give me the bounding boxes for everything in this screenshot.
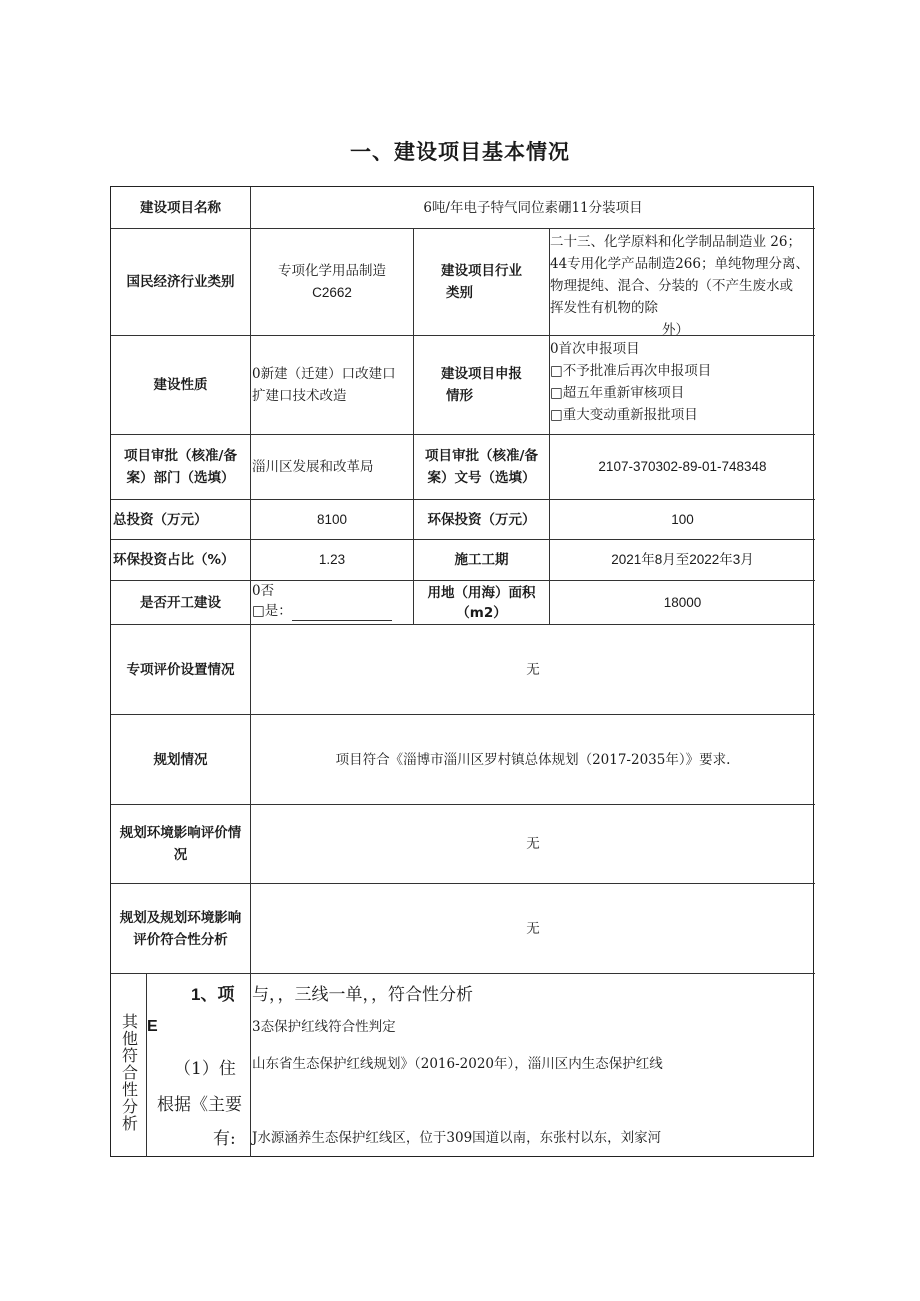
construction-period-value: 2021年8月至2022年3月 [611,552,754,567]
env-investment-ratio-label: 环保投资占比（%） [113,552,235,568]
industry-name: 专项化学用品制造 [278,263,386,279]
project-industry-label-line2: 类别 [446,285,473,301]
project-industry-line: 44专用化学产品制造266；单纯物理分离、 [550,256,809,272]
approval-department-label [111,435,250,499]
started-option-yes [252,601,413,621]
project-name-label: 建设项目名称 [140,199,221,216]
project-industry-line: 挥发性有机物的除 [550,300,658,316]
construction-started-options [252,581,413,624]
other-marker: E [147,1018,158,1035]
planning-env-impact-value: 无 [526,836,540,852]
construction-nature-value [252,336,413,434]
planning-conformity-label-line2: 评价符合性分析 [133,931,228,948]
other-right-line: J水源涵养生态保护红线区，位于309国道以南，东张村以东，刘家河 [252,1130,662,1146]
industry-category-label: 国民经济行业类别 [126,274,235,290]
other-left-line: 1、项 [191,985,235,1004]
env-investment-label: 环保投资（万元） [427,511,536,528]
planning-value: 项目符合《淄博市淄川区罗村镇总体规划（2017-2035年）》要求. [335,751,731,768]
started-option-no: 0否 [252,583,275,599]
approval-number-value: 2107-370302-89-01-748348 [598,459,767,474]
project-info-table [110,186,814,1157]
approval-department-value: 淄川区发展和改革局 [252,459,374,475]
project-industry-line: 物理提纯、混合、分装的（不产生废水或 [550,278,793,294]
project-industry-label-line1: 建设项目行业 [441,263,522,279]
env-investment-ratio-value: 1.23 [318,552,346,567]
construction-nature-label: 建设性质 [153,377,208,393]
other-right-line: 山东省生态保护红线规划》（2016-2020年），淄川区内生态保护红线 [252,1056,663,1072]
approval-number-label [414,435,549,499]
land-area-value: 18000 [663,594,702,610]
project-industry-line: 外） [662,322,689,335]
construction-started-label: 是否开工建设 [140,594,221,611]
land-area-label-line1: 用地（用海）面积 [427,584,536,601]
application-situation-options [550,338,815,434]
industry-code: C2662 [312,285,352,300]
project-industry-category-value [550,231,815,335]
approval-number-label-line1: 项目审批（核准/备 [425,448,538,464]
page-title: 一、建设项目基本情况 [350,140,570,164]
other-left-line: 根据《主要 [157,1095,242,1115]
env-investment-value: 100 [671,511,694,527]
project-industry-category-label [414,229,549,335]
approval-department-label-line2: 案）部门（选填） [126,470,235,486]
planning-conformity-label [111,884,250,973]
application-option: 0首次申报项目 [550,341,640,357]
total-investment-label: 总投资（万元） [113,511,208,528]
application-option: □超五年重新审核项目 [550,385,685,401]
construction-period-label: 施工工期 [454,552,509,568]
application-option: □不予批准后再次申报项目 [550,363,712,379]
construction-nature-line1: 0新建（迁建）口改建口 [252,366,396,382]
planning-env-impact-label-line2: 况 [173,847,188,863]
planning-env-impact-label [111,805,250,883]
construction-nature-line2: 扩建口技术改造 [252,388,347,404]
started-yes-blank [292,607,392,621]
approval-number-label-line2: 案）文号（选填） [427,470,536,486]
total-investment-value: 8100 [316,511,348,527]
land-area-label [414,581,549,624]
project-industry-line: 二十三、化学原料和化学制品制造业 26； [550,234,801,250]
special-evaluation-label: 专项评价设置情况 [126,661,235,678]
planning-conformity-label-line1: 规划及规划环境影响 [119,909,242,926]
other-right-line: 与，，三线一单，，符合性分析 [252,985,473,1005]
application-situation-label-line2: 情形 [446,388,473,404]
other-conformity-label [111,987,146,1157]
other-left-line: （1）住 [174,1059,236,1079]
application-option: □重大变动重新报批项目 [550,407,698,423]
approval-department-label-line1: 项目审批（核准/备 [124,448,237,464]
application-situation-label [414,336,549,434]
industry-category-value [251,229,413,335]
special-evaluation-value: 无 [526,661,540,678]
other-left-line: 有: [213,1129,236,1149]
planning-conformity-value: 无 [526,920,540,937]
land-area-label-line2: （m2） [456,604,507,621]
project-name-value: 6吨/年电子特气同位素硼11分装项目 [423,199,643,216]
other-right-column [252,974,815,1157]
planning-env-impact-label-line1: 规划环境影响评价情 [119,825,242,841]
application-situation-label-line1: 建设项目申报 [441,366,522,382]
other-conformity-label-text: 其他符合性分析 [119,1012,139,1132]
planning-label: 规划情况 [153,751,208,768]
other-left-column [147,974,250,1157]
other-right-line: 3态保护红线符合性判定 [252,1019,396,1035]
started-option-yes-label: □是： [252,603,292,619]
